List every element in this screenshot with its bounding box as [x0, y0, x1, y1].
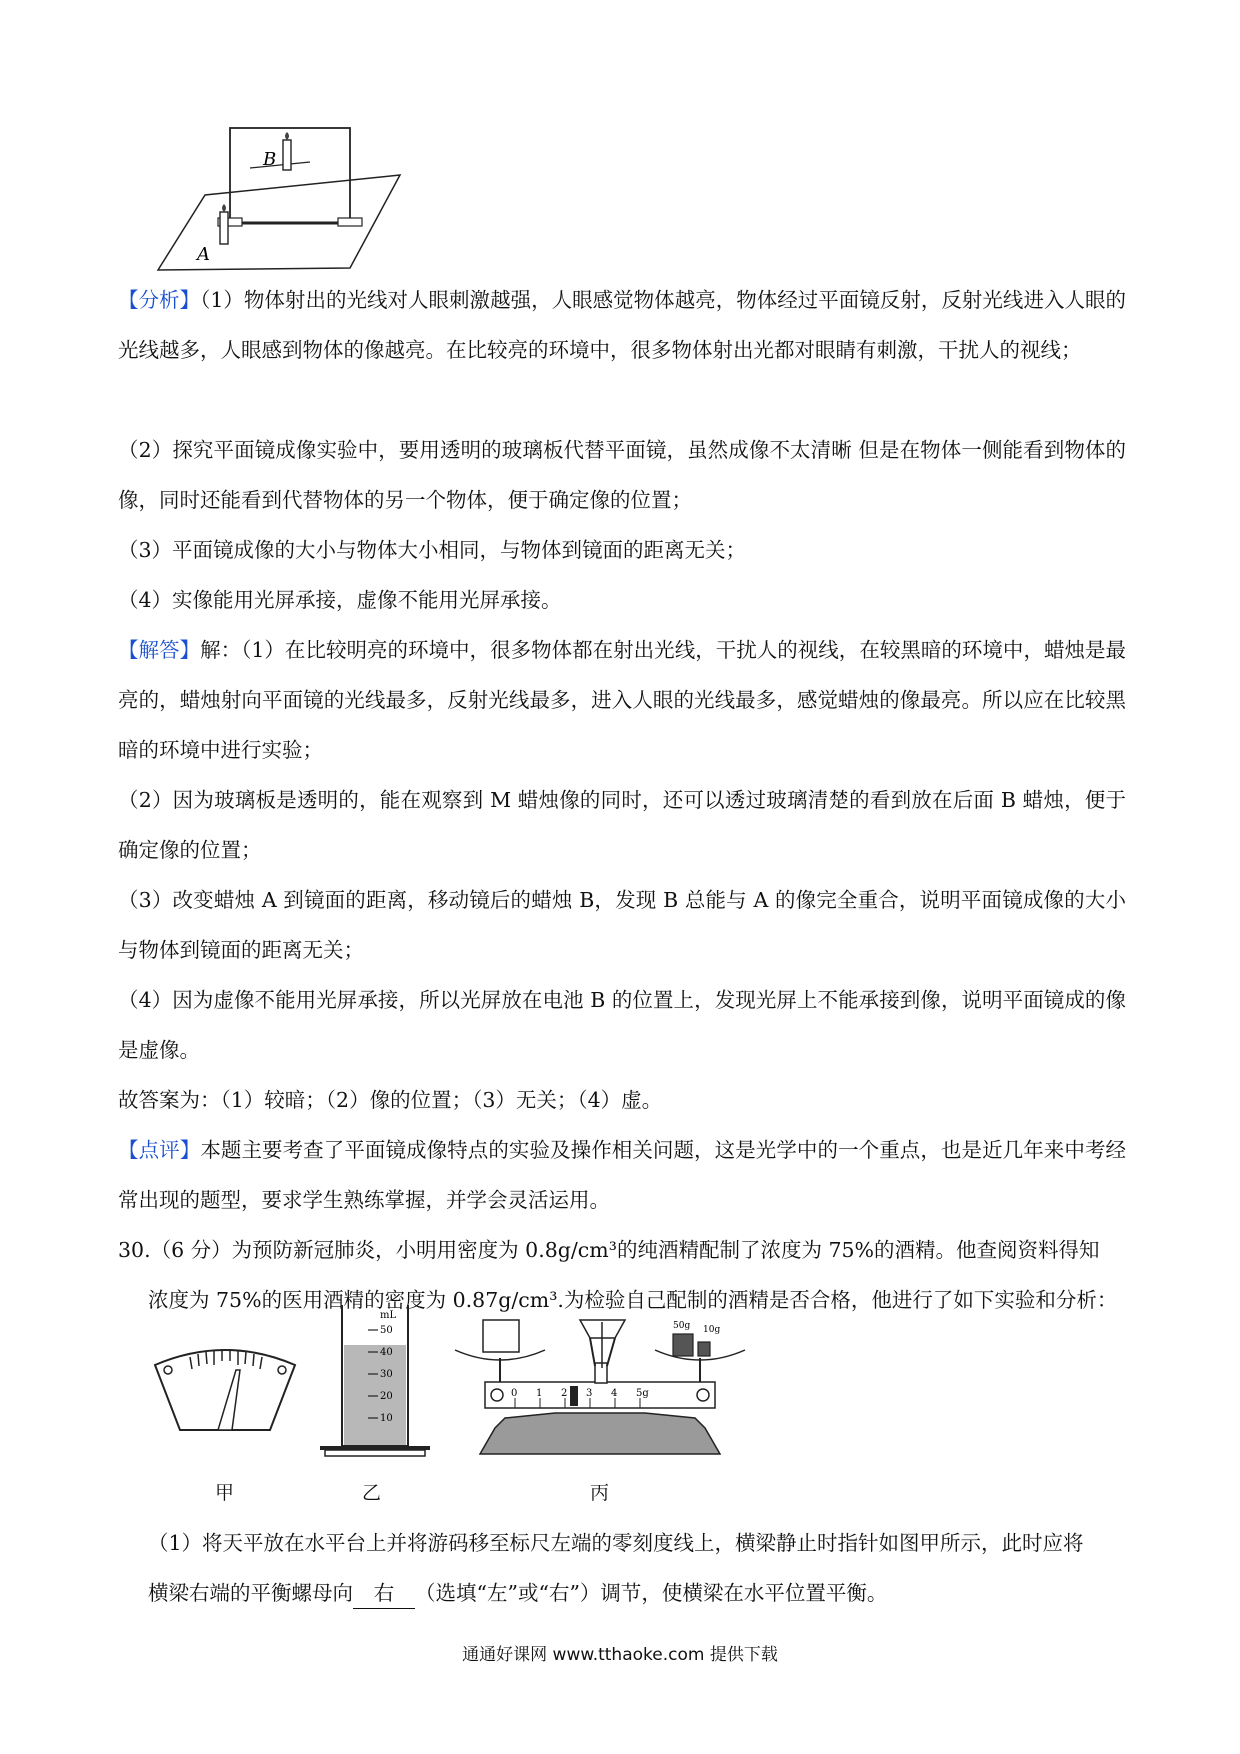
analysis-text-1: （1）物体射出的光线对人眼刺激越强，人眼感觉物体越亮，物体经过平面镜反射，反射光线进入人眼的光线越多，人眼感到物体的像越亮。在比较亮的环境中，很多物体射出光都对眼睛有刺激，干扰人的视线；	[118, 288, 1126, 362]
cylinder-tick-30: 30	[380, 1369, 393, 1380]
analysis-paragraph-4: （4）实像能用光屏承接，虚像不能用光屏承接。	[118, 588, 562, 612]
weight-50g: 50g	[673, 1321, 691, 1331]
analysis-tag: 【分析】	[118, 288, 201, 312]
solution-paragraph-4: （4）因为虚像不能用光屏承接，所以光屏放在电池 B 的位置上，发现光屏上不能承接到像，说明平面镜成的像是虚像。	[118, 988, 1126, 1062]
label-a: A	[197, 244, 210, 265]
solution-text-1: 解：（1）在比较明亮的环境中，很多物体都在射出光线，干扰人的视线，在较黑暗的环境中，蜡烛是最亮的，蜡烛射向平面镜的光线最多，反射光线最多，进入人眼的光线最多，感觉蜡烛的像最亮。所以应在比较黑暗的环境中进行实验；	[118, 638, 1126, 762]
cylinder-tick-50: 50	[380, 1325, 393, 1336]
scale-tick-0: 0	[511, 1388, 518, 1399]
comment-text: 本题主要考查了平面镜成像特点的实验及操作相关问题，这是光学中的一个重点，也是近几年来中考经常出现的题型，要求学生熟练掌握，并学会灵活运用。	[118, 1138, 1127, 1212]
sub-question-1-line-1: （1）将天平放在水平台上并将游码移至标尺左端的零刻度线上，横梁静止时指针如图甲所示，此时应将	[148, 1531, 1084, 1555]
analysis-paragraph-3: （3）平面镜成像的大小与物体大小相同，与物体到镜面的距离无关；	[118, 538, 747, 562]
page-footer: 通通好课网 www.tthaoke.com 提供下载	[462, 1645, 778, 1665]
caption-bing: 丙	[590, 1482, 610, 1504]
question-30-line-1: 30.（6 分）为预防新冠肺炎，小明用密度为 0.8g/cm³的纯酒精配制了浓度为 75%的酒精。他查阅资料得知	[118, 1238, 1100, 1262]
solution-paragraph-2: （2）因为玻璃板是透明的，能在观察到 M 蜡烛像的同时，还可以透过玻璃清楚的看到放在后面 B 蜡烛，便于确定像的位置；	[118, 788, 1126, 862]
answer-blank: 右	[353, 1578, 415, 1609]
scale-tick-4: 4	[611, 1388, 618, 1399]
cylinder-unit: mL	[380, 1310, 397, 1321]
analysis-paragraph-1	[118, 275, 1126, 375]
balance-figure	[445, 1308, 755, 1458]
label-b: B	[263, 149, 277, 170]
scale-tick-2: 2	[561, 1388, 568, 1399]
mirror-experiment-figure	[140, 120, 410, 280]
scale-tick-3: 3	[586, 1388, 593, 1399]
scale-tick-5g: 5g	[636, 1388, 649, 1399]
analysis-paragraph-2: （2）探究平面镜成像实验中，要用透明的玻璃板代替平面镜，虽然成像不太清晰 但是在物体一侧能看到物体的像，同时还能看到代替物体的另一个物体，便于确定像的位置；	[118, 438, 1126, 512]
comment-paragraph	[118, 1125, 1126, 1225]
pointer-dial-figure	[150, 1335, 300, 1445]
cylinder-tick-40: 40	[380, 1347, 393, 1358]
sub-question-1-line-2: 横梁右端的平衡螺母向 右 （选填“左”或“右”）调节，使横梁在水平位置平衡。	[148, 1568, 1158, 1618]
scale-tick-1: 1	[536, 1388, 543, 1399]
weight-10g: 10g	[703, 1325, 721, 1335]
caption-jia: 甲	[215, 1482, 235, 1504]
comment-tag: 【点评】	[118, 1138, 201, 1162]
caption-yi: 乙	[362, 1482, 382, 1504]
solution-paragraph-1	[118, 625, 1126, 775]
cylinder-tick-20: 20	[380, 1391, 393, 1402]
solution-final-answer: 故答案为：（1）较暗；（2）像的位置；（3）无关；（4）虚。	[118, 1088, 663, 1112]
solution-paragraph-3: （3）改变蜡烛 A 到镜面的距离，移动镜后的蜡烛 B，发现 B 总能与 A 的像完全重合，说明平面镜成像的大小与物体到镜面的距离无关；	[118, 888, 1126, 962]
cylinder-tick-10: 10	[380, 1413, 393, 1424]
question-30-line-2: 浓度为 75%的医用酒精的密度为 0.87g/cm³.为检验自己配制的酒精是否合格，他进行了如下实验和分析：	[148, 1288, 1118, 1312]
graduated-cylinder-figure	[320, 1300, 430, 1460]
solution-tag: 【解答】	[118, 638, 201, 662]
